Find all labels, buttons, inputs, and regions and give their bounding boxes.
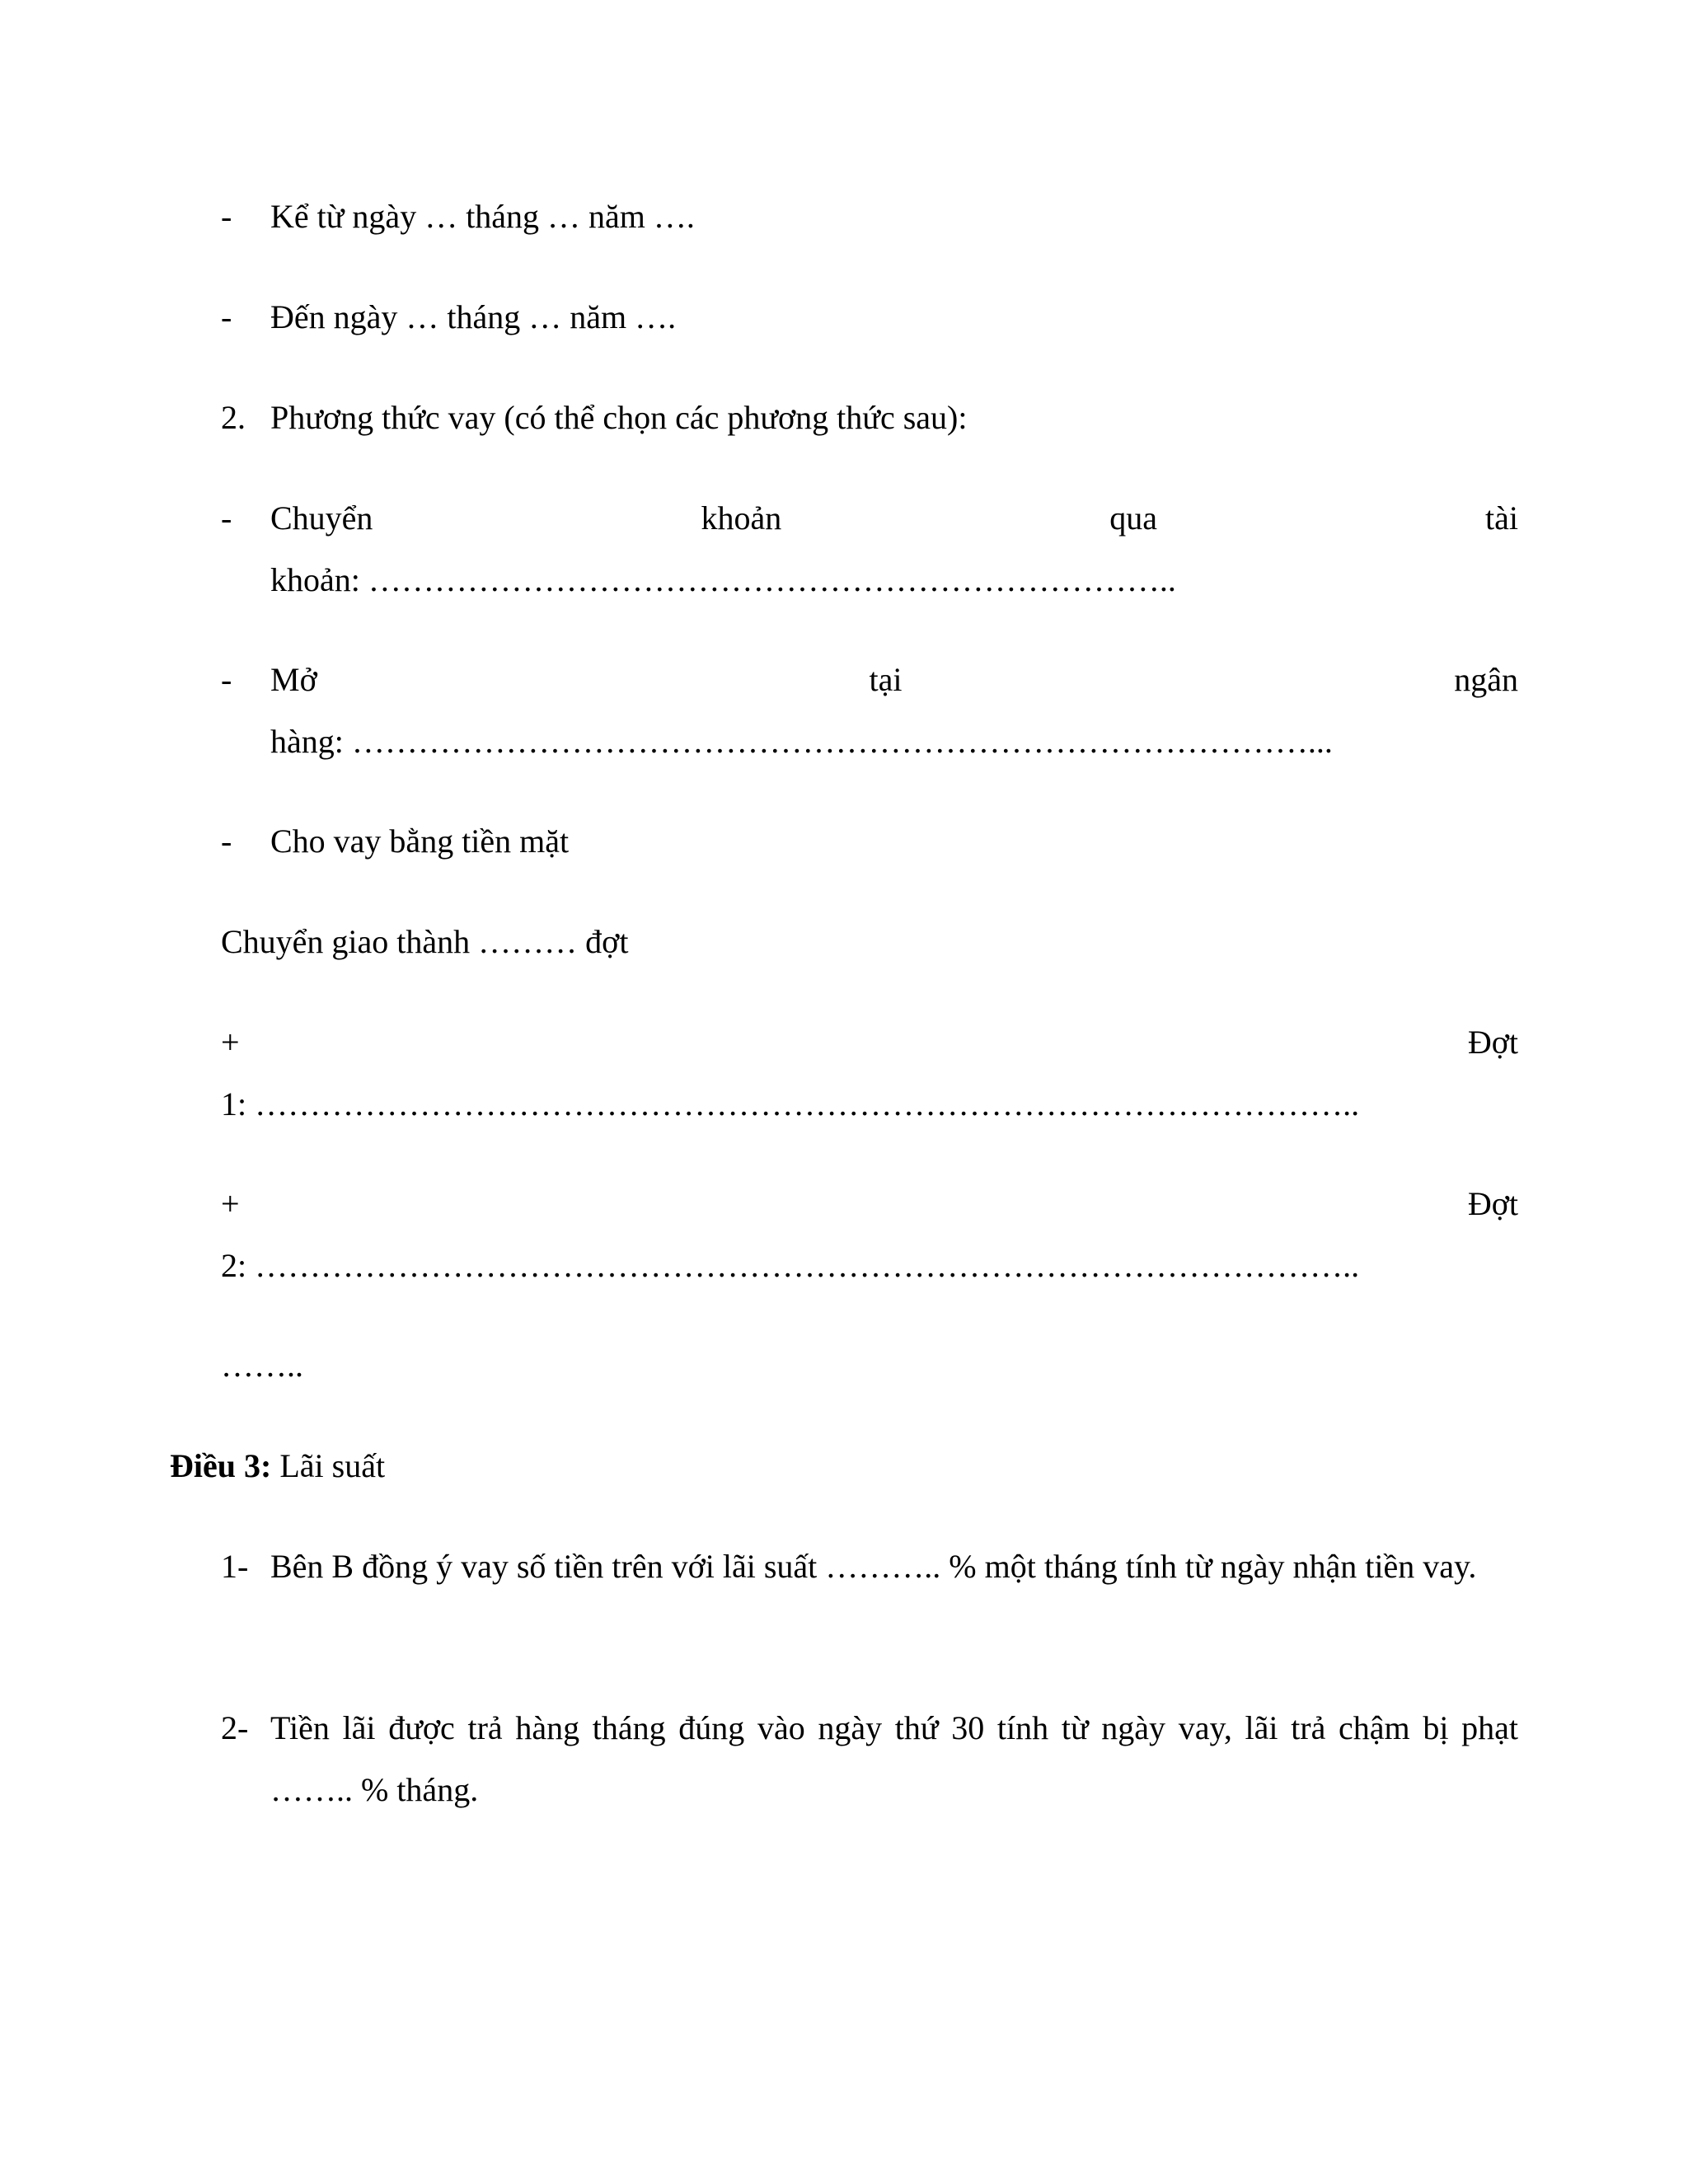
bullet-dash: - <box>221 499 232 537</box>
cash-loan-item <box>221 810 1518 872</box>
phase-1-blank: 1: ……………………………………………………………………………………….. <box>221 1085 1360 1122</box>
bullet-dash: - <box>221 823 232 860</box>
installments-line <box>221 911 1518 972</box>
bank-name-item <box>221 649 1518 772</box>
phase-2-blank: 2: ……………………………………………………………………………………….. <box>221 1247 1360 1284</box>
article-3-label: Điều 3: <box>170 1447 272 1484</box>
word: Chuyển <box>270 499 373 537</box>
clause-number: 1- <box>221 1548 249 1585</box>
to-date-item <box>221 286 1518 348</box>
interest-clause-2 <box>221 1697 1518 1821</box>
phase-1-line-1 <box>221 1011 1518 1073</box>
word: Mở <box>270 661 317 698</box>
clause-number: 2- <box>221 1709 249 1746</box>
phase-label: Đợt <box>1467 1185 1518 1222</box>
interest-clause-1-text: Bên B đồng ý vay số tiền trên với lãi suất ……….. % một tháng tính từ ngày nhận tiền vay. <box>270 1548 1477 1585</box>
phase-2-line-1 <box>221 1173 1518 1235</box>
bullet-dash: - <box>221 661 232 698</box>
word: tài <box>1485 499 1518 537</box>
phase-2-item <box>221 1173 1518 1296</box>
bullet-dash: - <box>221 198 232 235</box>
phase-1-item <box>221 1011 1518 1135</box>
interest-clause-1 <box>221 1535 1518 1597</box>
bank-name-blank: hàng: ……………………………………………………………………………... <box>270 723 1333 760</box>
bank-transfer-line-1 <box>270 487 1518 549</box>
article-3-heading <box>170 1435 1518 1497</box>
item-number: 2. <box>221 399 246 436</box>
ellipsis-line <box>221 1334 1518 1396</box>
plus-marker: + <box>221 1024 240 1061</box>
interest-clause-2-text: Tiền lãi được trả hàng tháng đúng vào ngày thứ 30 tính từ ngày vay, lãi trả chậm bị phạt …….. % tháng. <box>270 1709 1518 1808</box>
from-date-item <box>221 185 1518 247</box>
bullet-dash: - <box>221 298 232 335</box>
installments-text: Chuyển giao thành ……… đợt <box>221 923 629 960</box>
account-number-blank: khoản: ……………………………………………………………….. <box>270 561 1176 598</box>
to-date-text: Đến ngày … tháng … năm …. <box>270 298 677 335</box>
loan-method-heading <box>221 387 1518 448</box>
word: ngân <box>1454 661 1518 698</box>
phase-label: Đợt <box>1467 1024 1518 1061</box>
plus-marker: + <box>221 1185 240 1222</box>
word: tại <box>869 661 903 698</box>
bank-name-line-1 <box>270 649 1518 710</box>
bank-transfer-item <box>221 487 1518 611</box>
article-3-title: Lãi suất <box>279 1447 386 1484</box>
word: qua <box>1109 499 1157 537</box>
from-date-text: Kể từ ngày … tháng … năm …. <box>270 198 695 235</box>
loan-method-text: Phương thức vay (có thể chọn các phương thức sau): <box>270 399 968 436</box>
ellipsis-text: …….. <box>221 1347 303 1384</box>
word: khoản <box>701 499 782 537</box>
cash-loan-text: Cho vay bằng tiền mặt <box>270 823 570 860</box>
